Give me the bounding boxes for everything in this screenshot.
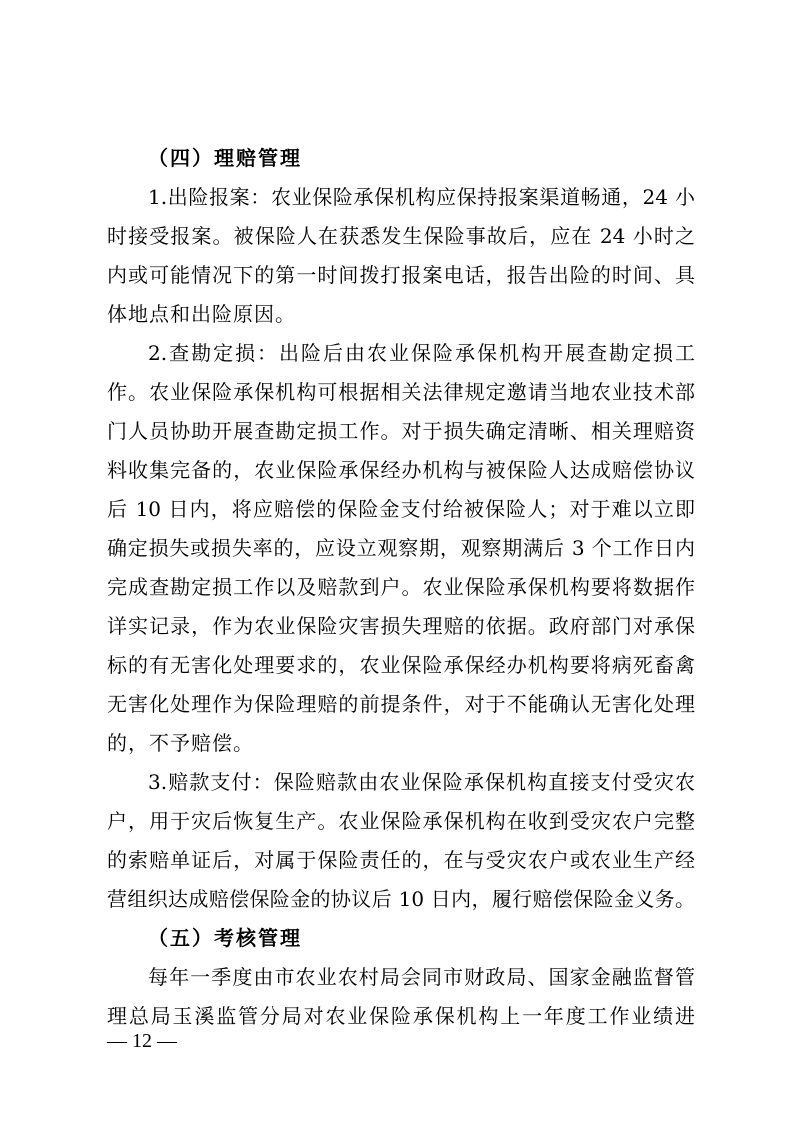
page-number: — 12 — xyxy=(107,1030,177,1052)
paragraph-line: 料收集完备的，农业保险承保经办机构与被保险人达成赔偿协议 xyxy=(107,458,695,482)
paragraph-line: 的，不予赔偿。 xyxy=(107,731,254,755)
paragraph-line: 无害化处理作为保险理赔的前提条件，对于不能确认无害化处理 xyxy=(107,692,695,716)
section-heading-assessment: （五）考核管理 xyxy=(148,926,302,950)
paragraph-line: 每年一季度由市农业农村局会同市财政局、国家金融监督管 xyxy=(148,965,695,989)
paragraph-line: 标的有无害化处理要求的，农业保险承保经办机构要将病死畜禽 xyxy=(107,653,695,677)
paragraph-line: 内或可能情况下的第一时间拨打报案电话，报告出险的时间、具 xyxy=(107,263,695,287)
paragraph-line: 完成查勘定损工作以及赔款到户。农业保险承保机构要将数据作 xyxy=(107,575,695,599)
paragraph-line: 3.赔款支付：保险赔款由农业保险承保机构直接支付受灾农 xyxy=(148,770,695,794)
paragraph-line: 1.出险报案：农业保险承保机构应保持报案渠道畅通，24 小 xyxy=(148,185,695,209)
paragraph-line: 门人员协助开展查勘定损工作。对于损失确定清晰、相关理赔资 xyxy=(107,419,695,443)
section-heading-claims: （四）理赔管理 xyxy=(148,146,302,170)
paragraph-line: 的索赔单证后，对属于保险责任的，在与受灾农户或农业生产经 xyxy=(107,848,695,872)
paragraph-line: 2.查勘定损：出险后由农业保险承保机构开展查勘定损工 xyxy=(148,341,695,365)
paragraph-line: 后 10 日内，将应赔偿的保险金支付给被保险人；对于难以立即 xyxy=(107,497,695,521)
paragraph-line: 时接受报案。被保险人在获悉发生保险事故后，应在 24 小时之 xyxy=(107,224,695,248)
paragraph-line: 理总局玉溪监管分局对农业保险承保机构上一年度工作业绩进 xyxy=(107,1004,695,1028)
paragraph-line: 作。农业保险承保机构可根据相关法律规定邀请当地农业技术部 xyxy=(107,380,695,404)
paragraph-line: 户，用于灾后恢复生产。农业保险承保机构在收到受灾农户完整 xyxy=(107,809,695,833)
paragraph-line: 体地点和出险原因。 xyxy=(107,302,296,326)
paragraph-line: 详实记录，作为农业保险灾害损失理赔的依据。政府部门对承保 xyxy=(107,614,695,638)
paragraph-line: 确定损失或损失率的，应设立观察期，观察期满后 3 个工作日内 xyxy=(107,536,695,560)
paragraph-line: 营组织达成赔偿保险金的协议后 10 日内，履行赔偿保险金义务。 xyxy=(107,887,695,911)
